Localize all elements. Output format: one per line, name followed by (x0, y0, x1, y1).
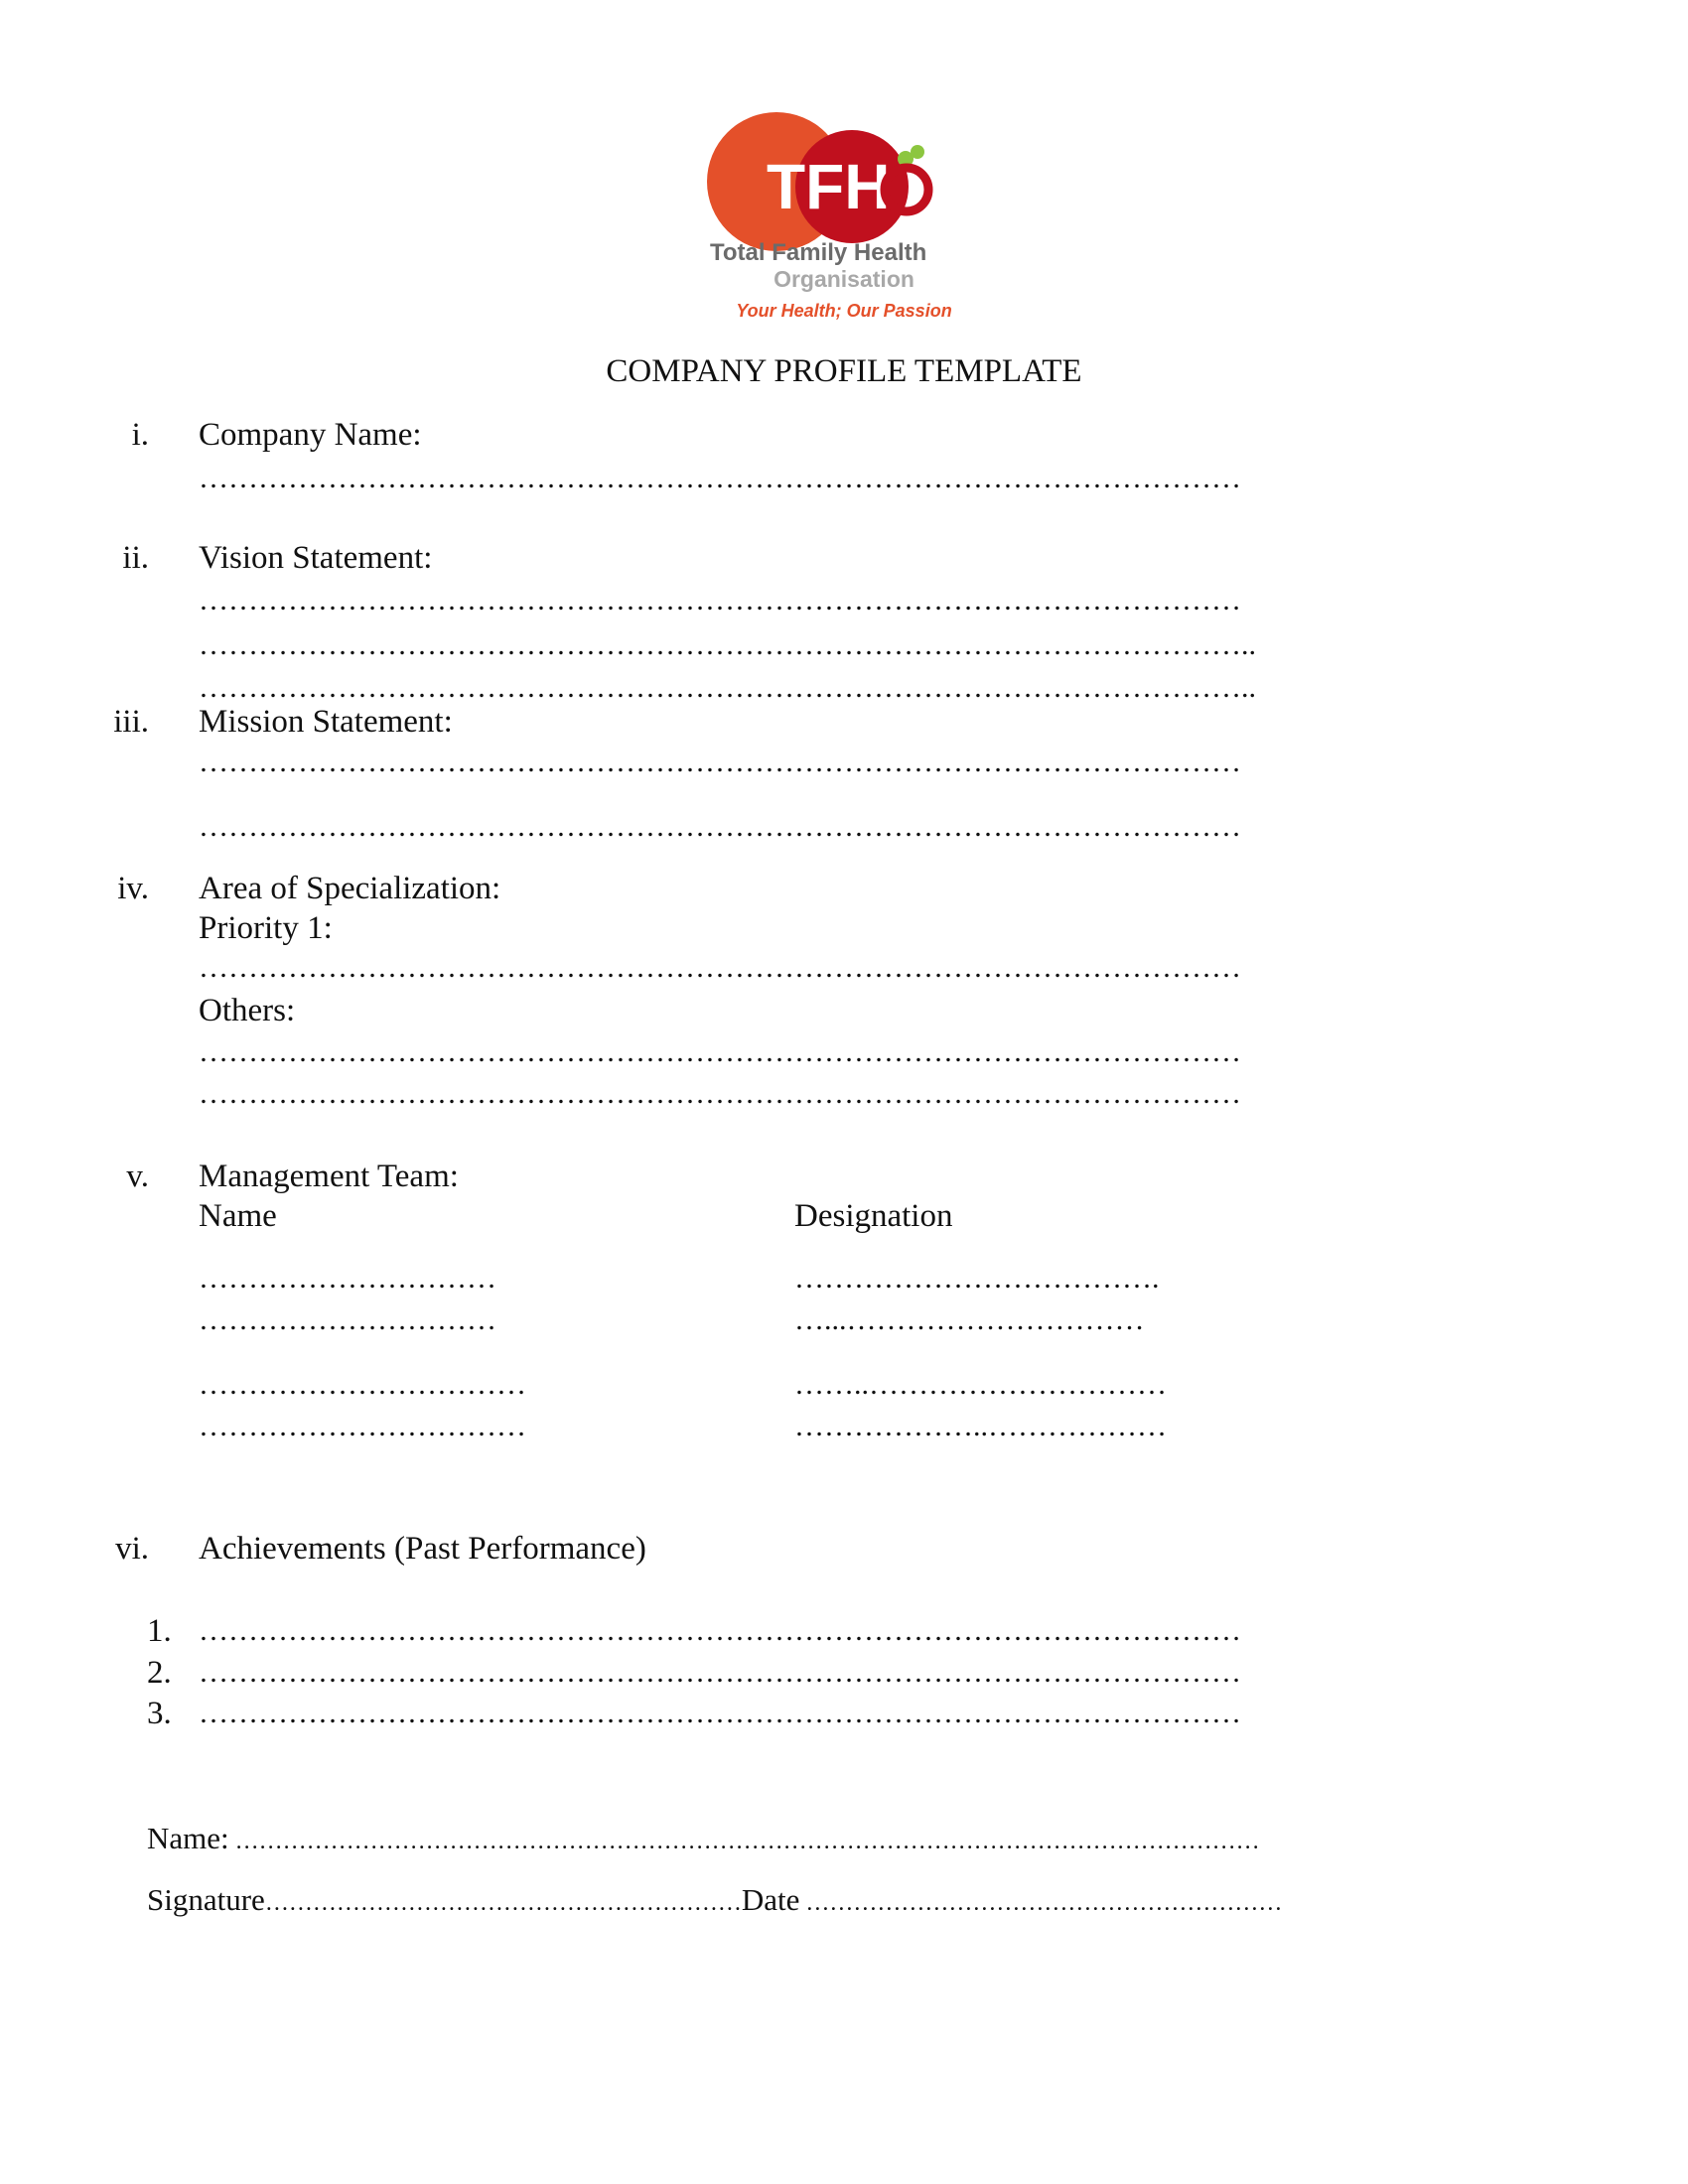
footer-signature-row (147, 1880, 1282, 1923)
footer-signature-field[interactable]: …………………………………………………… (264, 1890, 742, 1916)
team-member-designation-field[interactable]: ………………..……………… (794, 1410, 1167, 1442)
others-line[interactable]: …………………………………………………………………………………………… (199, 1077, 1241, 1110)
footer-name-field[interactable]: ………………………………………………………………………………………………………………… (228, 1829, 1260, 1854)
mission-statement-line[interactable]: …………………………………………………………………………………………… (199, 810, 1241, 843)
section-number: ii. (122, 540, 149, 576)
logo-name-line2: Organisation (774, 266, 914, 292)
achievement-number: 1. (147, 1613, 172, 1649)
page-title: COMPANY PROFILE TEMPLATE (606, 353, 1082, 389)
others-label: Others: (199, 993, 296, 1028)
footer-name-label: Name: (147, 1821, 229, 1855)
logo-tagline: Your Health; Our Passion (736, 301, 952, 321)
achievement-number: 3. (147, 1696, 172, 1731)
team-member-designation-field[interactable]: ……..………………………… (794, 1368, 1167, 1401)
team-member-name-field[interactable]: ………………………… (199, 1262, 496, 1295)
priority-1-label: Priority 1: (199, 910, 333, 946)
vision-statement-line[interactable]: …………………………………………………………………………………………….. (199, 628, 1256, 661)
vision-statement-line[interactable]: …………………………………………………………………………………………….. (199, 671, 1256, 704)
vision-statement-line[interactable]: …………………………………………………………………………………………… (199, 584, 1241, 616)
team-member-name-field[interactable]: ………………………… (199, 1303, 496, 1336)
footer-date-label: Date (741, 1882, 800, 1917)
column-name-header: Name (199, 1198, 277, 1234)
achievements-label: Achievements (Past Performance) (199, 1531, 646, 1567)
logo-name-line1: Total Family Health (710, 239, 927, 266)
vision-statement-label: Vision Statement: (199, 540, 433, 576)
section-number: iv. (117, 871, 149, 906)
achievement-number: 2. (147, 1655, 172, 1691)
area-of-specialization-label: Area of Specialization: (199, 871, 501, 906)
team-member-designation-field[interactable]: ………………………………. (794, 1262, 1160, 1295)
achievement-field[interactable]: …………………………………………………………………………………………… (199, 1697, 1241, 1729)
footer-date-field[interactable]: …………………………………………………… (799, 1890, 1283, 1916)
section-number: iii. (113, 704, 149, 740)
footer-signature-label: Signature (147, 1882, 265, 1917)
team-member-name-field[interactable]: …………………………… (199, 1368, 526, 1401)
mission-statement-line[interactable]: …………………………………………………………………………………………… (199, 746, 1241, 778)
section-number: v. (126, 1159, 149, 1194)
section-number: vi. (115, 1531, 149, 1567)
priority-1-field[interactable]: …………………………………………………………………………………………… (199, 951, 1241, 984)
management-team-label: Management Team: (199, 1159, 459, 1194)
section-number: i. (131, 417, 149, 453)
tfho-logo-graphic (695, 94, 993, 333)
footer-name-row (147, 1819, 1260, 1861)
mission-statement-label: Mission Statement: (199, 704, 453, 740)
company-name-label: Company Name: (199, 417, 422, 453)
logo-mark: TFH (767, 151, 891, 222)
column-designation-header: Designation (794, 1198, 953, 1234)
achievement-field[interactable]: …………………………………………………………………………………………… (199, 1614, 1241, 1647)
company-name-field[interactable]: …………………………………………………………………………………………… (199, 462, 1241, 494)
others-line[interactable]: …………………………………………………………………………………………… (199, 1035, 1241, 1068)
team-member-designation-field[interactable]: …...………………………… (794, 1303, 1145, 1336)
tfho-logo (695, 94, 993, 333)
achievement-field[interactable]: …………………………………………………………………………………………… (199, 1656, 1241, 1689)
team-member-name-field[interactable]: …………………………… (199, 1410, 526, 1442)
